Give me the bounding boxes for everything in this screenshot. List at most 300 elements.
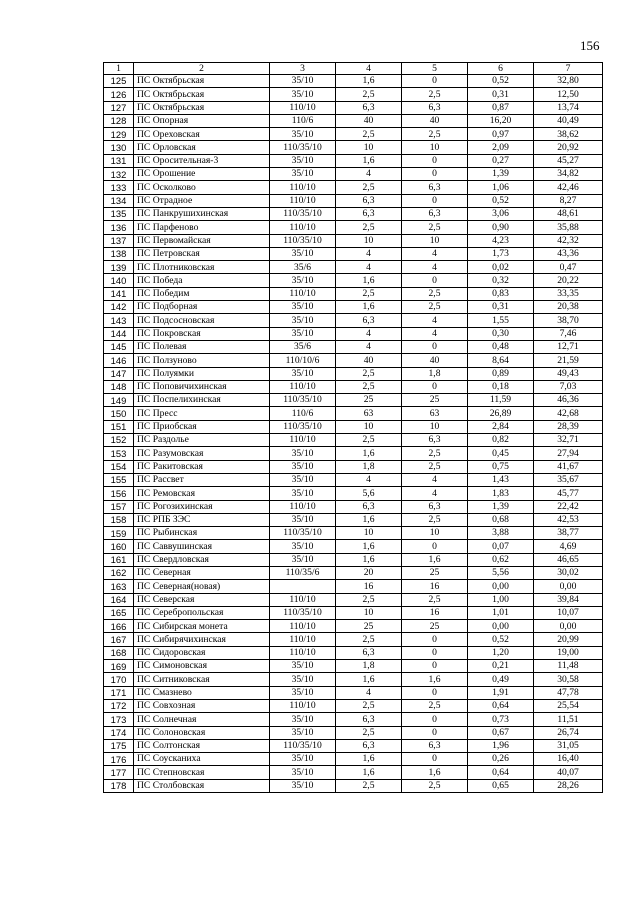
col6-cell: 8,64 (468, 354, 534, 367)
voltage-cell: 110/35/10 (270, 141, 336, 154)
col7-cell: 34,82 (534, 168, 603, 181)
col7-cell: 0,47 (534, 261, 603, 274)
col6-cell: 0,32 (468, 274, 534, 287)
substation-name-cell: ПС Октябрьская (134, 88, 270, 101)
col6-cell: 0,00 (468, 620, 534, 633)
column-header-3: 3 (270, 63, 336, 75)
substation-name-cell: ПС Победим (134, 287, 270, 300)
col5-cell: 0 (402, 75, 468, 88)
col5-cell: 2,5 (402, 513, 468, 526)
substation-name-cell: ПС Ракитовская (134, 460, 270, 473)
col4-cell: 1,8 (336, 460, 402, 473)
table-row (104, 699, 603, 712)
voltage-cell: 35/10 (270, 660, 336, 673)
substation-name-cell: ПС Ползуново (134, 354, 270, 367)
col6-cell: 0,26 (468, 753, 534, 766)
col7-cell: 10,07 (534, 606, 603, 619)
table-row (104, 434, 603, 447)
col5-cell: 0 (402, 753, 468, 766)
table-row (104, 75, 603, 88)
table-row (104, 553, 603, 566)
substation-name-cell: ПС Пресс (134, 407, 270, 420)
col6-cell: 1,96 (468, 739, 534, 752)
col6-cell: 0,02 (468, 261, 534, 274)
col4-cell: 6,3 (336, 739, 402, 752)
row-number-cell: 138 (104, 247, 134, 260)
substation-name-cell: ПС Парфеново (134, 221, 270, 234)
row-number-cell: 170 (104, 673, 134, 686)
col7-cell: 26,74 (534, 726, 603, 739)
voltage-cell: 110/10 (270, 633, 336, 646)
col7-cell: 0,00 (534, 620, 603, 633)
col4-cell: 2,5 (336, 779, 402, 792)
substation-name-cell: ПС Опорная (134, 114, 270, 127)
substation-name-cell: ПС Панкрушихинская (134, 207, 270, 220)
row-number-cell: 146 (104, 354, 134, 367)
col7-cell: 49,43 (534, 367, 603, 380)
col6-cell: 1,43 (468, 473, 534, 486)
voltage-cell: 35/10 (270, 753, 336, 766)
table-row (104, 500, 603, 513)
col5-cell: 10 (402, 527, 468, 540)
col6-cell: 1,55 (468, 314, 534, 327)
row-number-cell: 157 (104, 500, 134, 513)
substation-name-cell: ПС Солтонская (134, 739, 270, 752)
col4-cell: 6,3 (336, 194, 402, 207)
table-row (104, 141, 603, 154)
table-row (104, 354, 603, 367)
col6-cell: 0,00 (468, 580, 534, 593)
voltage-cell: 35/10 (270, 513, 336, 526)
substation-name-cell: ПС Октябрьская (134, 101, 270, 114)
col6-cell: 0,52 (468, 194, 534, 207)
row-number-cell: 176 (104, 753, 134, 766)
col5-cell: 0 (402, 154, 468, 167)
col5-cell: 6,3 (402, 181, 468, 194)
table-row (104, 380, 603, 393)
voltage-cell: 110/35/10 (270, 234, 336, 247)
substation-name-cell: ПС Симоновская (134, 660, 270, 673)
col5-cell: 0 (402, 380, 468, 393)
substation-name-cell: ПС Орошение (134, 168, 270, 181)
col4-cell: 10 (336, 527, 402, 540)
col5-cell: 4 (402, 473, 468, 486)
col5-cell: 63 (402, 407, 468, 420)
substation-name-cell: ПС Покровская (134, 327, 270, 340)
col4-cell: 6,3 (336, 101, 402, 114)
col7-cell: 7,03 (534, 380, 603, 393)
table-row (104, 726, 603, 739)
col6-cell: 0,64 (468, 766, 534, 779)
col5-cell: 10 (402, 420, 468, 433)
voltage-cell: 110/10 (270, 500, 336, 513)
column-header-7: 7 (534, 63, 603, 75)
voltage-cell: 110/10/6 (270, 354, 336, 367)
col4-cell: 1,6 (336, 274, 402, 287)
col4-cell: 4 (336, 686, 402, 699)
col5-cell: 10 (402, 234, 468, 247)
col7-cell: 16,40 (534, 753, 603, 766)
voltage-cell: 110/10 (270, 593, 336, 606)
col6-cell: 1,00 (468, 593, 534, 606)
col6-cell: 1,83 (468, 487, 534, 500)
col4-cell: 2,5 (336, 434, 402, 447)
row-number-cell: 135 (104, 207, 134, 220)
substation-name-cell: ПС Петровская (134, 247, 270, 260)
col6-cell: 1,01 (468, 606, 534, 619)
col5-cell: 0 (402, 274, 468, 287)
col6-cell: 0,49 (468, 673, 534, 686)
col4-cell: 4 (336, 473, 402, 486)
table-row (104, 407, 603, 420)
col7-cell: 11,48 (534, 660, 603, 673)
col6-cell: 26,89 (468, 407, 534, 420)
voltage-cell: 35/10 (270, 553, 336, 566)
table-row (104, 101, 603, 114)
voltage-cell: 110/10 (270, 434, 336, 447)
substation-name-cell: ПС Северная(новая) (134, 580, 270, 593)
col5-cell: 25 (402, 566, 468, 579)
col6-cell: 4,23 (468, 234, 534, 247)
col5-cell: 0 (402, 340, 468, 353)
col7-cell: 25,54 (534, 699, 603, 712)
table-row (104, 606, 603, 619)
table-row (104, 221, 603, 234)
col5-cell: 0 (402, 646, 468, 659)
table-row (104, 686, 603, 699)
table-row (104, 766, 603, 779)
col4-cell: 2,5 (336, 287, 402, 300)
table-row (104, 527, 603, 540)
col7-cell: 28,39 (534, 420, 603, 433)
col4-cell: 1,6 (336, 75, 402, 88)
substation-name-cell: ПС Поспелихинская (134, 394, 270, 407)
voltage-cell: 35/10 (270, 540, 336, 553)
col5-cell: 1,6 (402, 766, 468, 779)
table-row (104, 753, 603, 766)
col4-cell: 10 (336, 141, 402, 154)
col4-cell: 10 (336, 606, 402, 619)
col7-cell: 38,77 (534, 527, 603, 540)
col6-cell: 0,82 (468, 434, 534, 447)
table-row (104, 566, 603, 579)
col5-cell: 4 (402, 261, 468, 274)
col6-cell: 3,88 (468, 527, 534, 540)
voltage-cell: 35/10 (270, 726, 336, 739)
row-number-cell: 140 (104, 274, 134, 287)
col6-cell: 0,52 (468, 633, 534, 646)
table-row (104, 207, 603, 220)
col4-cell: 20 (336, 566, 402, 579)
row-number-cell: 133 (104, 181, 134, 194)
col4-cell: 4 (336, 247, 402, 260)
table-row (104, 779, 603, 792)
col6-cell: 0,89 (468, 367, 534, 380)
row-number-cell: 162 (104, 566, 134, 579)
col6-cell: 0,67 (468, 726, 534, 739)
col5-cell: 0 (402, 540, 468, 553)
col4-cell: 1,6 (336, 540, 402, 553)
col5-cell: 4 (402, 247, 468, 260)
row-number-cell: 148 (104, 380, 134, 393)
col5-cell: 0 (402, 726, 468, 739)
voltage-cell: 110/10 (270, 646, 336, 659)
col4-cell: 2,5 (336, 88, 402, 101)
col7-cell: 35,88 (534, 221, 603, 234)
col7-cell: 13,74 (534, 101, 603, 114)
col6-cell: 0,48 (468, 340, 534, 353)
row-number-cell: 141 (104, 287, 134, 300)
table-row (104, 287, 603, 300)
row-number-cell: 131 (104, 154, 134, 167)
table-row (104, 340, 603, 353)
col4-cell: 6,3 (336, 207, 402, 220)
substation-name-cell: ПС Ореховская (134, 128, 270, 141)
col6-cell: 0,30 (468, 327, 534, 340)
col6-cell: 11,59 (468, 394, 534, 407)
substation-name-cell: ПС Солнечная (134, 713, 270, 726)
col4-cell: 6,3 (336, 713, 402, 726)
col4-cell: 16 (336, 580, 402, 593)
col6-cell: 1,73 (468, 247, 534, 260)
col6-cell: 1,39 (468, 168, 534, 181)
col5-cell: 6,3 (402, 739, 468, 752)
row-number-cell: 134 (104, 194, 134, 207)
col6-cell: 0,97 (468, 128, 534, 141)
col5-cell: 0 (402, 633, 468, 646)
row-number-cell: 153 (104, 447, 134, 460)
table-row (104, 513, 603, 526)
row-number-cell: 166 (104, 620, 134, 633)
voltage-cell: 35/6 (270, 340, 336, 353)
col4-cell: 1,6 (336, 753, 402, 766)
col5-cell: 6,3 (402, 207, 468, 220)
col5-cell: 2,5 (402, 301, 468, 314)
voltage-cell: 35/10 (270, 168, 336, 181)
col4-cell: 40 (336, 114, 402, 127)
column-header-5: 5 (402, 63, 468, 75)
col7-cell: 48,61 (534, 207, 603, 220)
substation-name-cell: ПС Серебропольская (134, 606, 270, 619)
row-number-cell: 128 (104, 114, 134, 127)
col6-cell: 0,18 (468, 380, 534, 393)
col4-cell: 1,6 (336, 154, 402, 167)
column-header-2: 2 (134, 63, 270, 75)
table-row (104, 128, 603, 141)
table-row (104, 487, 603, 500)
substation-name-cell: ПС Подсосновская (134, 314, 270, 327)
table-row (104, 620, 603, 633)
row-number-cell: 150 (104, 407, 134, 420)
table-row (104, 314, 603, 327)
col7-cell: 46,65 (534, 553, 603, 566)
col7-cell: 41,67 (534, 460, 603, 473)
col6-cell: 16,20 (468, 114, 534, 127)
col6-cell: 0,68 (468, 513, 534, 526)
table-row (104, 194, 603, 207)
col4-cell: 5,6 (336, 487, 402, 500)
col6-cell: 0,31 (468, 88, 534, 101)
col5-cell: 4 (402, 314, 468, 327)
voltage-cell: 110/35/10 (270, 207, 336, 220)
row-number-cell: 137 (104, 234, 134, 247)
col7-cell: 30,58 (534, 673, 603, 686)
col5-cell: 4 (402, 487, 468, 500)
substation-name-cell: ПС Полуямки (134, 367, 270, 380)
col6-cell: 0,73 (468, 713, 534, 726)
col7-cell: 43,36 (534, 247, 603, 260)
voltage-cell: 35/10 (270, 487, 336, 500)
col5-cell: 1,6 (402, 673, 468, 686)
voltage-cell: 110/10 (270, 221, 336, 234)
col5-cell: 2,5 (402, 221, 468, 234)
col6-cell: 0,27 (468, 154, 534, 167)
row-number-cell: 152 (104, 434, 134, 447)
row-number-cell: 171 (104, 686, 134, 699)
table-body (104, 75, 603, 793)
voltage-cell: 35/10 (270, 686, 336, 699)
table-row (104, 88, 603, 101)
col7-cell: 8,27 (534, 194, 603, 207)
voltage-cell: 110/35/10 (270, 739, 336, 752)
col6-cell: 0,65 (468, 779, 534, 792)
substation-name-cell: ПС Саввушинская (134, 540, 270, 553)
col4-cell: 1,6 (336, 673, 402, 686)
col5-cell: 4 (402, 327, 468, 340)
substation-name-cell: ПС Совхозная (134, 699, 270, 712)
col7-cell: 20,99 (534, 633, 603, 646)
col5-cell: 40 (402, 354, 468, 367)
substation-name-cell: ПС Рассвет (134, 473, 270, 486)
row-number-cell: 172 (104, 699, 134, 712)
col7-cell: 28,26 (534, 779, 603, 792)
col4-cell: 2,5 (336, 699, 402, 712)
table-row (104, 420, 603, 433)
row-number-cell: 178 (104, 779, 134, 792)
voltage-cell: 35/10 (270, 673, 336, 686)
table-row (104, 154, 603, 167)
col6-cell: 5,56 (468, 566, 534, 579)
table-row (104, 247, 603, 260)
substation-name-cell: ПС Оросительная-3 (134, 154, 270, 167)
table-row (104, 261, 603, 274)
col7-cell: 47,78 (534, 686, 603, 699)
voltage-cell: 110/10 (270, 620, 336, 633)
substations-table (103, 62, 603, 793)
col6-cell: 1,20 (468, 646, 534, 659)
col7-cell: 30,02 (534, 566, 603, 579)
substation-name-cell: ПС Октябрьская (134, 75, 270, 88)
table-row (104, 168, 603, 181)
voltage-cell: 110/35/6 (270, 566, 336, 579)
row-number-cell: 139 (104, 261, 134, 274)
substation-name-cell: ПС Сибирская монета (134, 620, 270, 633)
row-number-cell: 165 (104, 606, 134, 619)
substation-name-cell: ПС Соусканиха (134, 753, 270, 766)
col7-cell: 38,62 (534, 128, 603, 141)
col7-cell: 42,46 (534, 181, 603, 194)
row-number-cell: 173 (104, 713, 134, 726)
col4-cell: 6,3 (336, 314, 402, 327)
substation-name-cell: ПС Поповичихинская (134, 380, 270, 393)
col7-cell: 12,71 (534, 340, 603, 353)
substation-name-cell: ПС Смазнево (134, 686, 270, 699)
col6-cell: 0,75 (468, 460, 534, 473)
header-row (104, 63, 603, 75)
row-number-cell: 156 (104, 487, 134, 500)
voltage-cell: 35/10 (270, 128, 336, 141)
row-number-cell: 159 (104, 527, 134, 540)
voltage-cell: 35/10 (270, 473, 336, 486)
col6-cell: 0,31 (468, 301, 534, 314)
col4-cell: 10 (336, 420, 402, 433)
row-number-cell: 160 (104, 540, 134, 553)
col5-cell: 0 (402, 660, 468, 673)
row-number-cell: 129 (104, 128, 134, 141)
voltage-cell: 35/10 (270, 460, 336, 473)
voltage-cell: 35/10 (270, 154, 336, 167)
col4-cell: 10 (336, 234, 402, 247)
substation-name-cell: ПС Первомайская (134, 234, 270, 247)
col6-cell: 3,06 (468, 207, 534, 220)
substation-name-cell: ПС Ремовская (134, 487, 270, 500)
col6-cell: 0,64 (468, 699, 534, 712)
table-row (104, 633, 603, 646)
col5-cell: 25 (402, 394, 468, 407)
voltage-cell: 35/10 (270, 766, 336, 779)
row-number-cell: 163 (104, 580, 134, 593)
column-header-6: 6 (468, 63, 534, 75)
col7-cell: 20,38 (534, 301, 603, 314)
col4-cell: 1,6 (336, 447, 402, 460)
col5-cell: 2,5 (402, 460, 468, 473)
col5-cell: 2,5 (402, 287, 468, 300)
table-row (104, 367, 603, 380)
col5-cell: 16 (402, 580, 468, 593)
col5-cell: 0 (402, 713, 468, 726)
row-number-cell: 168 (104, 646, 134, 659)
col4-cell: 4 (336, 327, 402, 340)
col5-cell: 10 (402, 141, 468, 154)
col6-cell: 0,07 (468, 540, 534, 553)
voltage-cell: 35/10 (270, 447, 336, 460)
table-row (104, 234, 603, 247)
voltage-cell: 110/6 (270, 407, 336, 420)
col5-cell: 2,5 (402, 128, 468, 141)
voltage-cell: 35/10 (270, 247, 336, 260)
table-row (104, 593, 603, 606)
col4-cell: 4 (336, 261, 402, 274)
row-number-cell: 155 (104, 473, 134, 486)
col7-cell: 32,71 (534, 434, 603, 447)
col5-cell: 0 (402, 194, 468, 207)
col4-cell: 2,5 (336, 128, 402, 141)
substation-name-cell: ПС Отрадное (134, 194, 270, 207)
substation-name-cell: ПС Солоновская (134, 726, 270, 739)
substation-name-cell: ПС Плотниковская (134, 261, 270, 274)
col4-cell: 6,3 (336, 500, 402, 513)
row-number-cell: 177 (104, 766, 134, 779)
col5-cell: 40 (402, 114, 468, 127)
col5-cell: 1,6 (402, 553, 468, 566)
col4-cell: 6,3 (336, 646, 402, 659)
row-number-cell: 127 (104, 101, 134, 114)
page-number: 156 (580, 38, 600, 53)
voltage-cell: 35/10 (270, 713, 336, 726)
col6-cell: 0,52 (468, 75, 534, 88)
col6-cell: 0,45 (468, 447, 534, 460)
substation-name-cell: ПС Победа (134, 274, 270, 287)
